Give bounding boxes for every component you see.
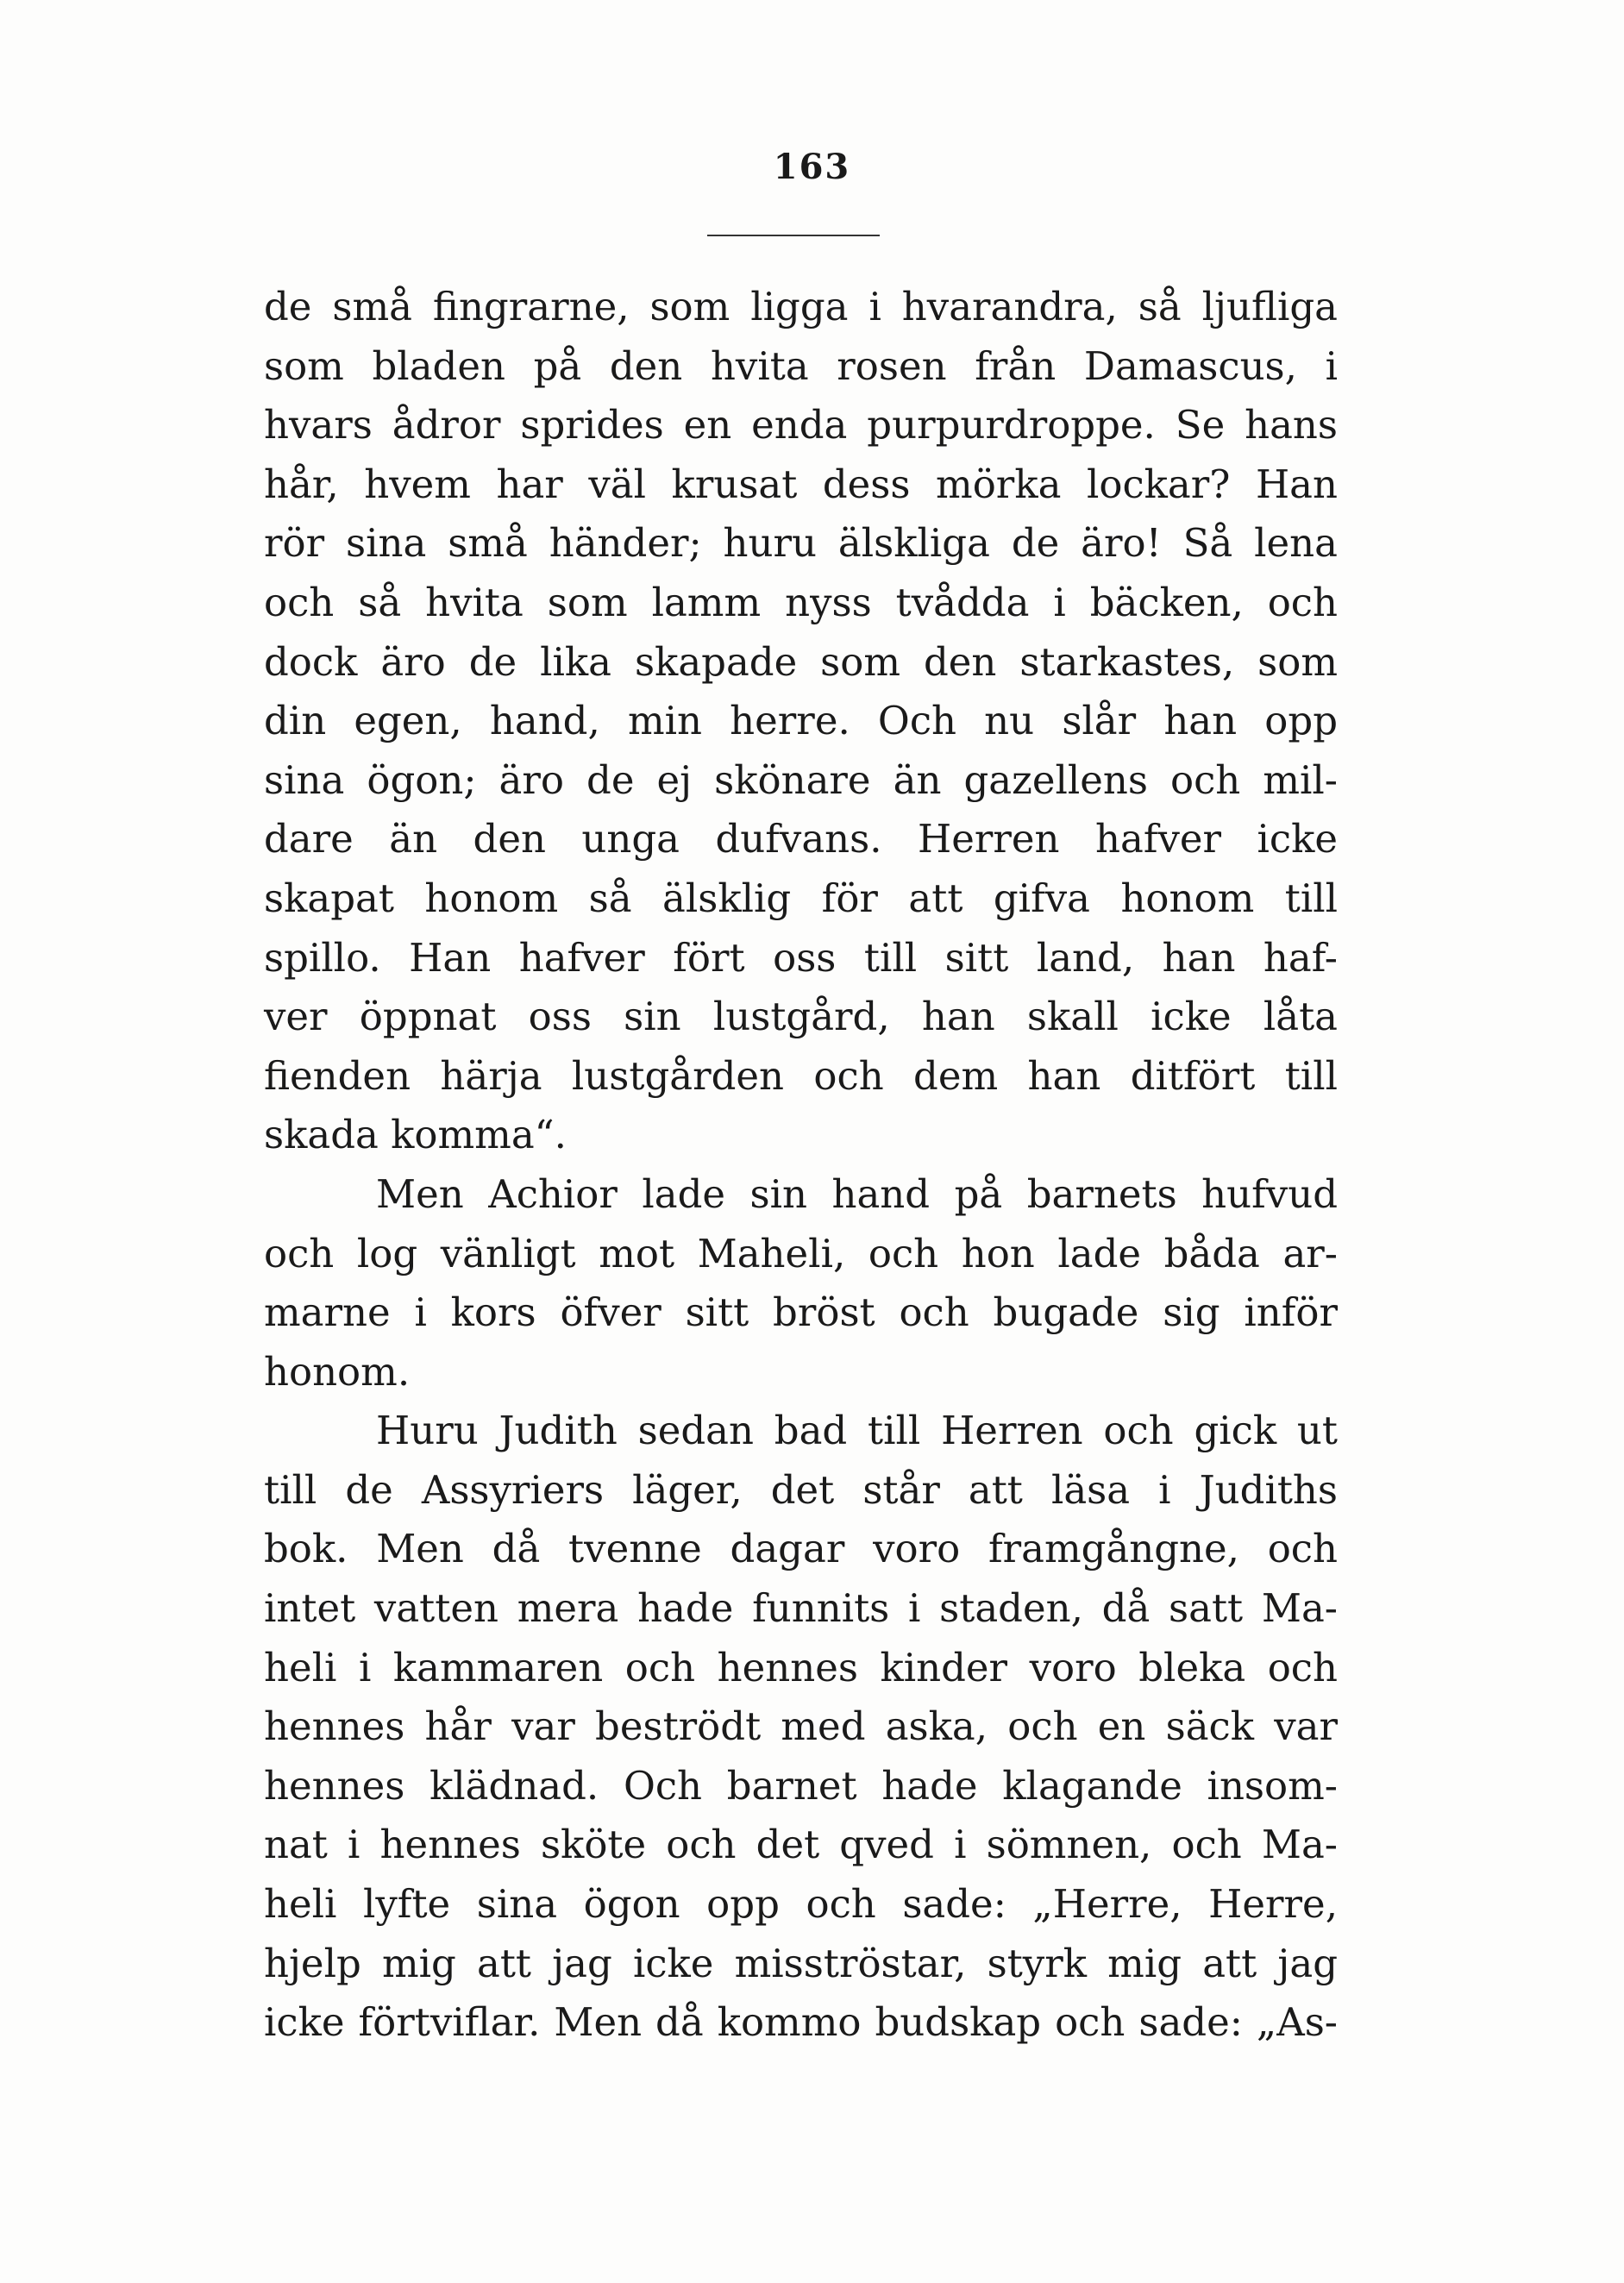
text-line: spillo. Han hafver fört oss till sitt land, han haf-: [264, 934, 1338, 981]
text-line: sina ögon; äro de ej skönare än gazellens och mil-: [264, 756, 1338, 803]
text-line: skada komma“.: [264, 1112, 567, 1158]
text-line: icke förtviflar. Men då kommo budskap och sade: „As-: [264, 1999, 1338, 2046]
text-line: hvars ådror sprides en enda purpurdroppe. Se hans: [264, 402, 1338, 448]
text-line: fienden härja lustgården och dem han ditfört till: [264, 1052, 1338, 1099]
text-line: Huru Judith sedan bad till Herren och gick ut: [376, 1408, 1338, 1454]
text-line: Men Achior lade sin hand på barnets hufvud: [376, 1170, 1338, 1217]
text-line: marne i kors öfver sitt bröst och bugade sig inför: [264, 1289, 1338, 1336]
text-line: de små fingrarne, som ligga i hvarandra, så ljufliga: [264, 284, 1338, 329]
text-line: till de Assyriers läger, det står att läsa i Judiths: [264, 1466, 1338, 1513]
text-line: och log vänligt mot Maheli, och hon lade båda ar-: [264, 1230, 1338, 1276]
text-line: heli i kammaren och hennes kinder voro bleka och: [264, 1644, 1338, 1690]
text-line: intet vatten mera hade funnits i staden, då satt Ma-: [264, 1585, 1338, 1632]
body-text: [264, 278, 1338, 2053]
text-line: din egen, hand, min herre. Och nu slår han opp: [264, 698, 1338, 744]
text-line: skapat honom så älsklig för att gifva honom till: [264, 875, 1338, 921]
text-line: honom.: [264, 1348, 411, 1395]
text-line: heli lyfte sina ögon opp och sade: „Herre, Herre,: [264, 1881, 1338, 1928]
text-line: bok. Men då tvenne dagar voro framgångne, och: [264, 1526, 1338, 1572]
text-line: ver öppnat oss sin lustgård, han skall icke låta: [264, 994, 1338, 1040]
page-number: 163: [773, 147, 851, 187]
text-line: dare än den unga dufvans. Herren hafver icke: [264, 816, 1338, 862]
text-line: hjelp mig att jag icke misströstar, styrk mig att jag: [264, 1940, 1338, 1986]
text-line: nat i hennes sköte och det qved i sömnen, och Ma-: [264, 1822, 1338, 1868]
text-line: hennes hår var beströdt med aska, och en säck var: [264, 1703, 1338, 1750]
text-line: och så hvita som lamm nyss tvådda i bäcken, och: [264, 579, 1338, 625]
text-line: hår, hvem har väl krusat dess mörka lockar? Han: [264, 461, 1338, 507]
text-line: rör sina små händer; huru älskliga de äro! Så lena: [264, 520, 1338, 567]
text-line: hennes klädnad. Och barnet hade klagande insom-: [264, 1762, 1338, 1809]
text-line: som bladen på den hvita rosen från Damascus, i: [264, 342, 1338, 389]
header-rule: [707, 235, 880, 236]
text-line: dock äro de lika skapade som den starkastes, som: [264, 638, 1338, 685]
